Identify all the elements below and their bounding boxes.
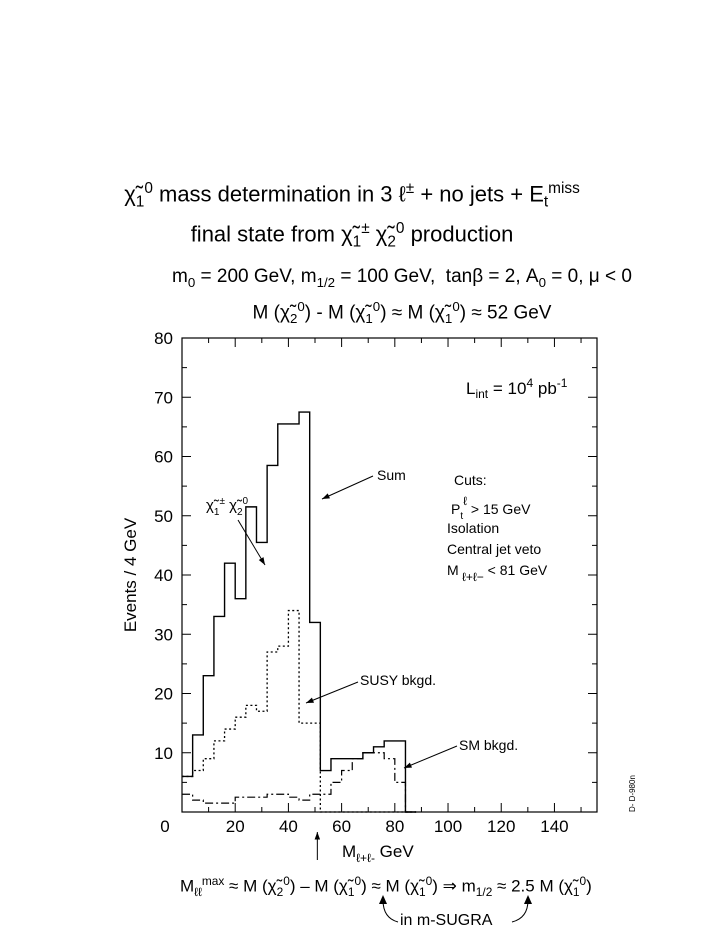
axis-ticks — [121, 329, 597, 865]
y-tick-label: 70 — [154, 388, 173, 408]
y-tick-label: 60 — [154, 447, 173, 467]
x-tick-label: 40 — [278, 817, 298, 836]
cut-mass: M ℓ+ℓ− < 81 GeV — [447, 562, 548, 584]
sm-arrow — [404, 746, 457, 768]
endpoint-formula: $M_{\ell\ell}^{max} \approx M$ $(\chĩ_2^0)$ – M $(\chĩ_1^0) \approx M$ $(\chĩ_1^0)$ ⇒ $m_{1/2} \approx 2.5$ M $(\chĩ_1^0)$ — [180, 874, 592, 900]
series-susy-bkgd — [182, 611, 416, 812]
lumi-label: $L_{int} = 10^4$ $pb^{-1}$ — [466, 376, 568, 401]
cut-jet-veto: Central jet veto — [447, 541, 542, 557]
y-tick-label: 30 — [154, 625, 173, 645]
annotations — [206, 376, 637, 922]
y-tick-label: 10 — [154, 743, 173, 763]
msugra-note: in m-SUGRA — [400, 912, 493, 929]
x-tick-label: 80 — [385, 817, 405, 836]
y-tick-label: 80 — [154, 329, 173, 348]
sum-arrow-head — [322, 493, 330, 499]
chart-title-line2: final state from $\chĩ_1^\pm$ $\chĩ_2^0$ production — [190, 220, 514, 251]
params-line2: M $(\chĩ_2^0)$ - M $(\chĩ_1^0) \approx M$ $(\chĩ_1^0) \approx 52$ GeV — [252, 299, 552, 327]
endpoint-arrow-head — [315, 832, 320, 840]
chart-title-line1: $\chĩ_1^0$ mass determination in 3 ℓ± + no jets + $E_t^{miss}$ — [124, 180, 580, 211]
signal-label: $\chĩ_1^\pm$ $\chĩ_2^0$ — [206, 496, 249, 518]
signal-arrow-head — [259, 557, 265, 565]
sum-arrow — [322, 476, 373, 499]
series-sm-bkgd — [182, 753, 416, 812]
y-tick-label: 50 — [154, 506, 173, 526]
x-tick-label: 140 — [540, 817, 569, 836]
susy-arrow — [306, 682, 358, 703]
susy-label: SUSY bkgd. — [360, 672, 437, 688]
y-tick-label: 20 — [154, 684, 173, 704]
sum-label: Sum — [377, 467, 406, 483]
x-tick-label: 20 — [225, 817, 245, 836]
x-tick-label: 60 — [332, 817, 352, 836]
cut-isolation: Isolation — [447, 520, 500, 536]
cuts-title: Cuts: — [454, 472, 487, 488]
x-tick-label: 100 — [433, 817, 463, 836]
y-tick-label: 40 — [154, 566, 173, 585]
x-tick-label: 0 — [160, 817, 170, 836]
susy-arrow-head — [306, 698, 314, 703]
x-tick-label: 120 — [487, 817, 516, 836]
cut-pt: $P_t\ell > 15$ GeV — [451, 494, 531, 522]
x-axis-label: $M_{\ell+\ell-}$ GeV — [342, 842, 414, 865]
figure-code: D- D-980n — [628, 775, 637, 812]
y-axis-label: Events / 4 GeV — [121, 517, 140, 633]
params-line1: $m_0 = 200$ GeV, $m_{1/2} = 100$ GeV, tanβ = 2, $A_0 = 0$, μ < 0 — [172, 266, 632, 290]
sm-label: SM bkgd. — [459, 737, 519, 753]
